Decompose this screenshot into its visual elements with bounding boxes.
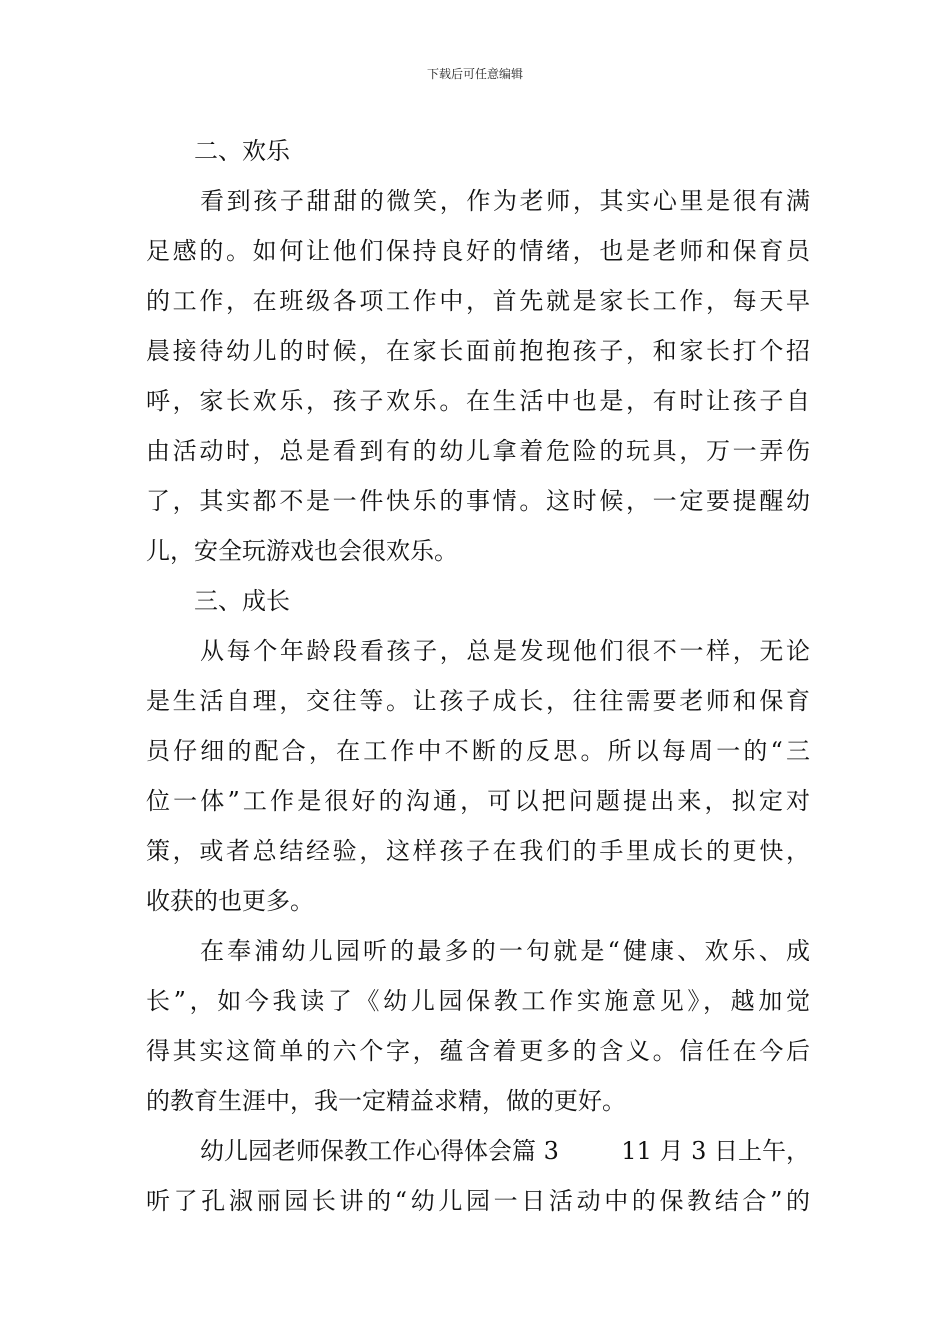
paragraph-line: 在奉浦幼儿园听的最多的一句就是“健康、欢乐、成 xyxy=(200,937,810,965)
paragraph-line: 晨接待幼儿的时候，在家长面前抱抱孩子，和家长打个招 xyxy=(146,337,810,365)
paragraph-line: 的教育生涯中，我一定精益求精，做的更好。 xyxy=(146,1087,626,1115)
paragraph-line: 从每个年龄段看孩子，总是发现他们很不一样，无论 xyxy=(200,637,810,665)
document-body xyxy=(146,126,810,1226)
paragraph-line: 足感的。如何让他们保持良好的情绪，也是老师和保育员 xyxy=(146,237,810,265)
paragraph-line: 由活动时，总是看到有的幼儿拿着危险的玩具，万一弄伤 xyxy=(146,437,810,465)
paragraph-line: 儿，安全玩游戏也会很欢乐。 xyxy=(146,537,458,565)
paragraph-line: 长”，如今我读了《幼儿园保教工作实施意见》，越加觉 xyxy=(146,987,810,1015)
paragraph-line: 的工作，在班级各项工作中，首先就是家长工作，每天早 xyxy=(146,287,810,315)
paragraph-line: 呼，家长欢乐，孩子欢乐。在生活中也是，有时让孩子自 xyxy=(146,387,810,415)
paragraph-line: 策，或者总结经验，这样孩子在我们的手里成长的更快， xyxy=(146,837,810,865)
next-section-title-line xyxy=(146,1126,810,1176)
paragraph-line: 听了孔淑丽园长讲的“幼儿园一日活动中的保教结合”的 xyxy=(146,1187,810,1215)
paragraph-line: 了，其实都不是一件快乐的事情。这时候，一定要提醒幼 xyxy=(146,487,810,515)
paragraph-line: 员仔细的配合，在工作中不断的反思。所以每周一的“三 xyxy=(146,737,810,765)
paragraph-line: 看到孩子甜甜的微笑，作为老师，其实心里是很有满 xyxy=(200,187,810,215)
paragraph-line: 是生活自理，交往等。让孩子成长，往往需要老师和保育 xyxy=(146,687,810,715)
section-heading-joy: 二、欢乐 xyxy=(194,137,290,165)
next-section-date: 11 月 3 日上午， xyxy=(621,1137,810,1165)
section-heading-growth: 三、成长 xyxy=(194,587,290,615)
paragraph-line: 收获的也更多。 xyxy=(146,887,314,915)
next-section-title: 幼儿园老师保教工作心得体会篇 3 xyxy=(200,1137,559,1165)
paragraph-line: 位一体”工作是很好的沟通，可以把问题提出来，拟定对 xyxy=(146,787,810,815)
page-header: 下载后可任意编辑 xyxy=(426,67,523,81)
paragraph-line: 得其实这简单的六个字，蕴含着更多的含义。信任在今后 xyxy=(146,1037,810,1065)
